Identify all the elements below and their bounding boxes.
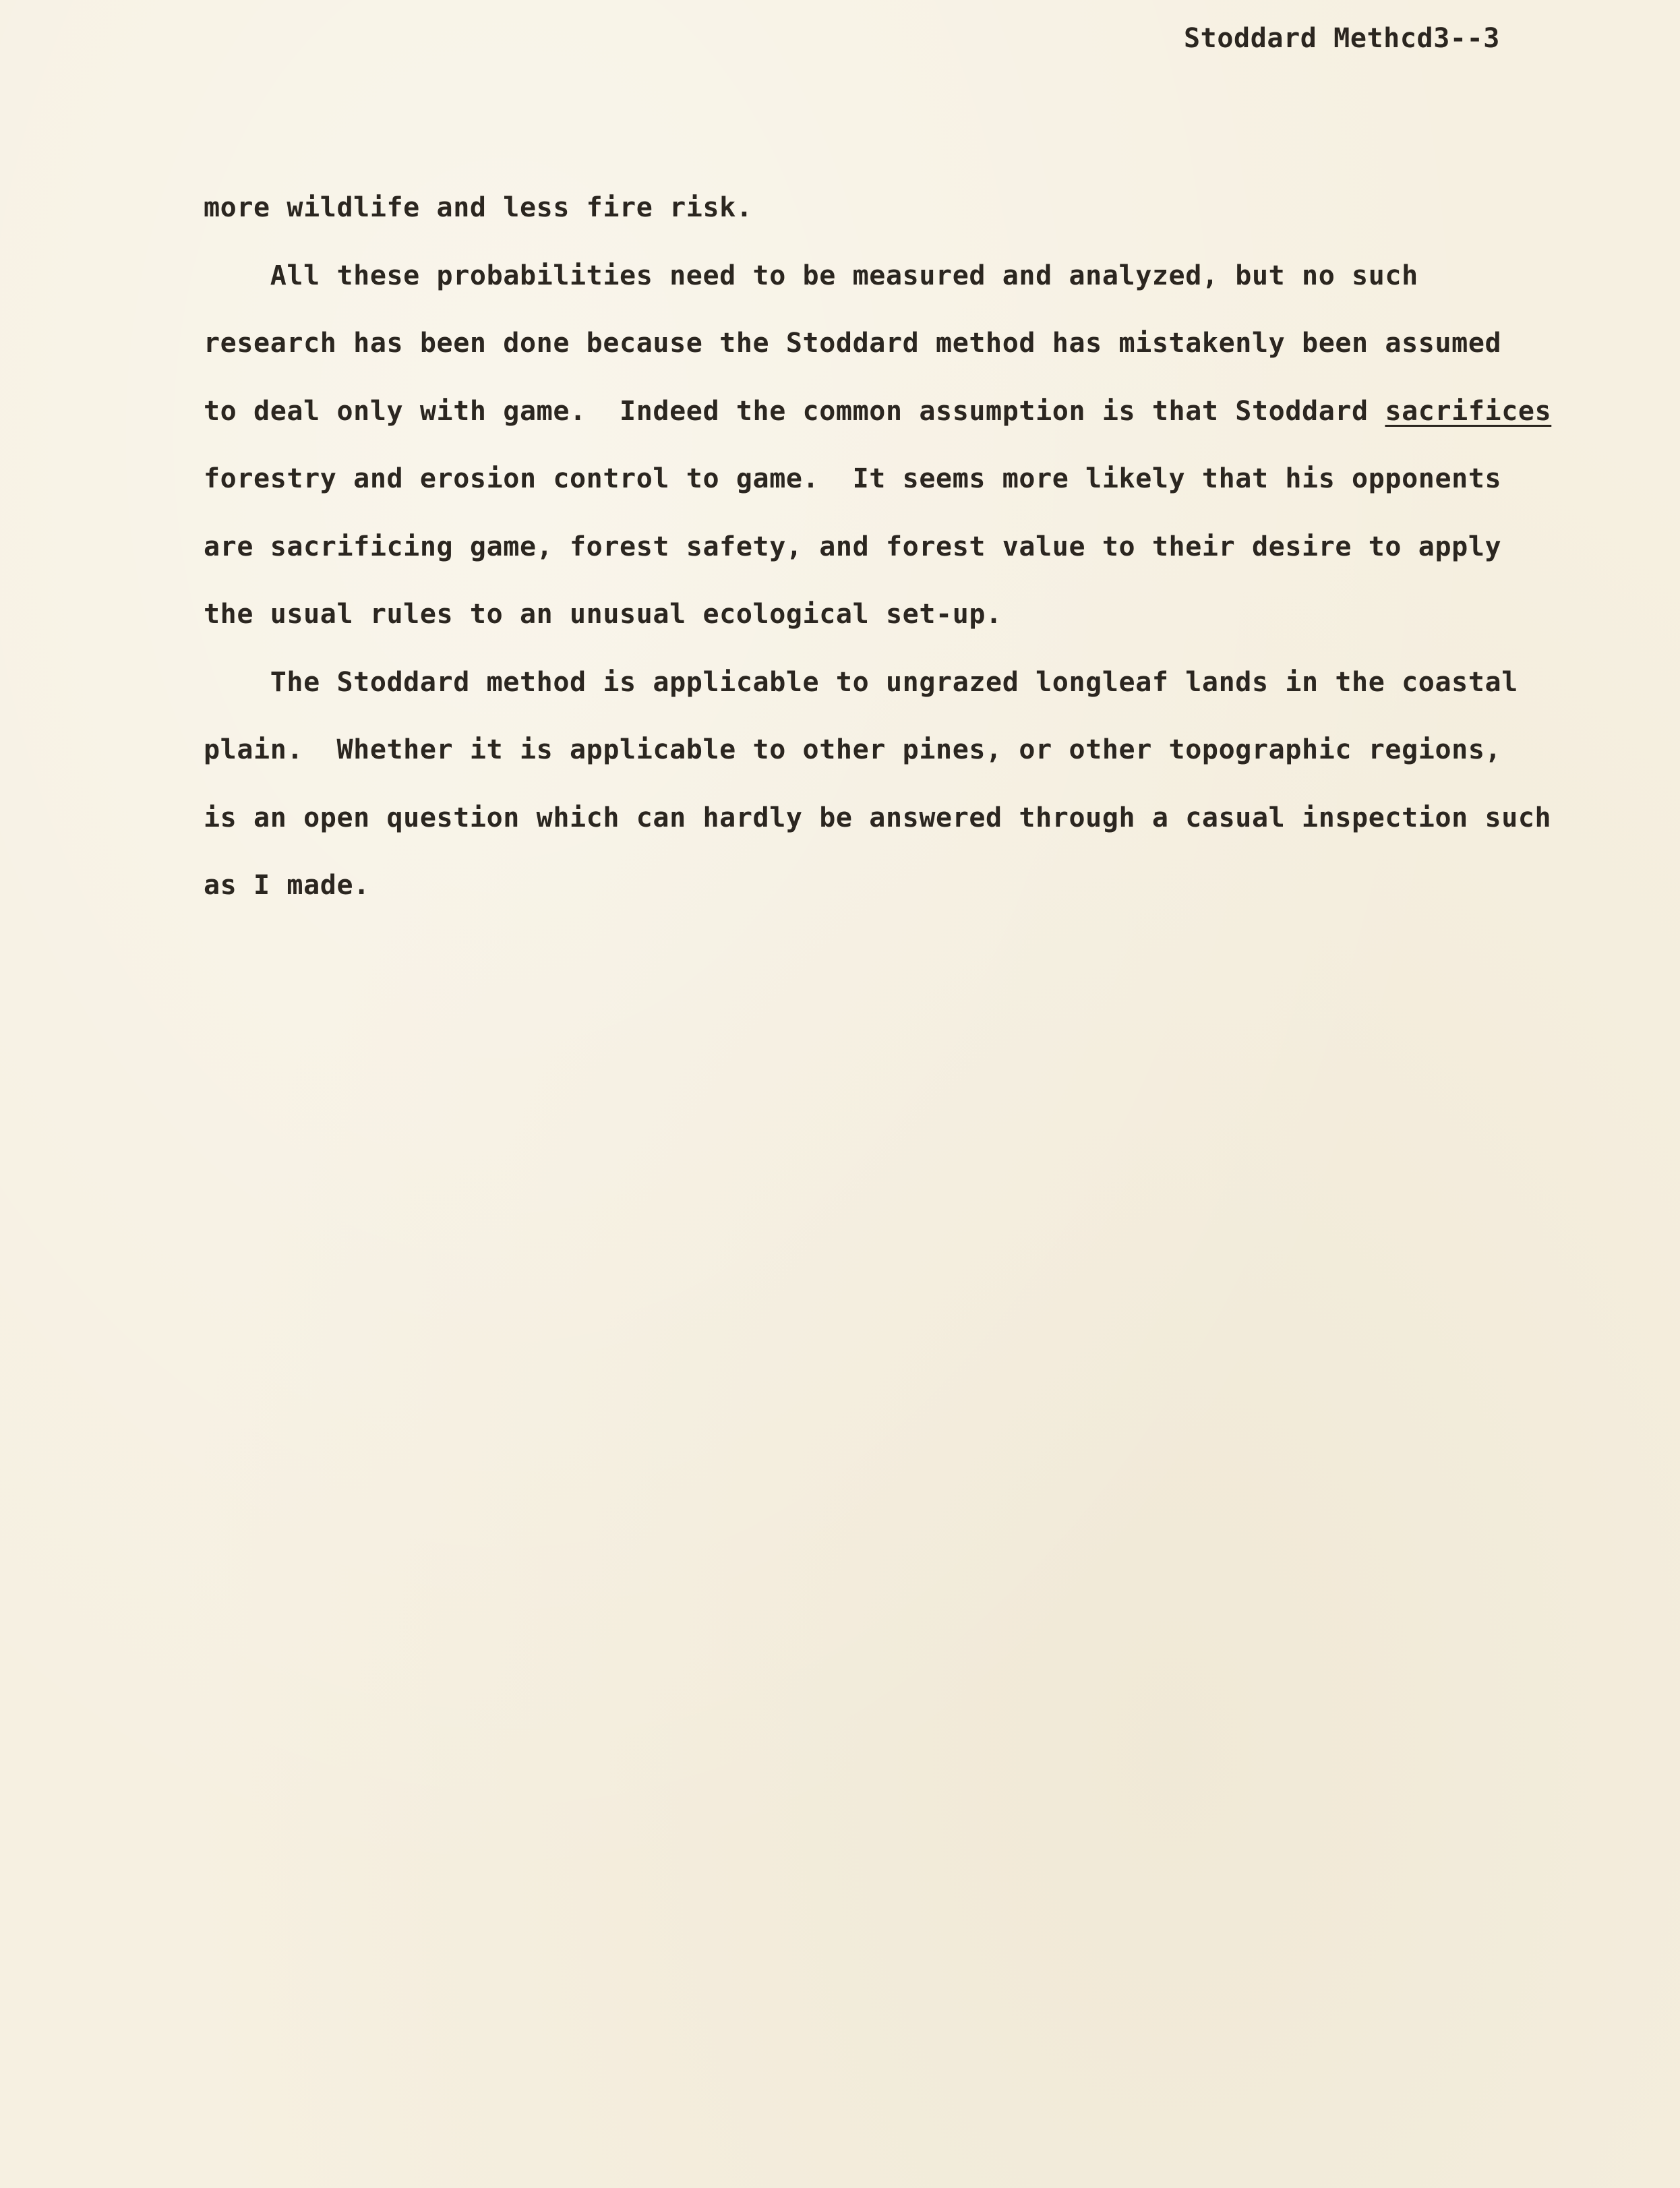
text-line: forestry and erosion control to game. It seems more likely that his opponents xyxy=(204,463,1502,494)
text-line: is an open question which can hardly be answered through a casual inspection such xyxy=(204,802,1552,833)
text-line: research has been done because the Stoddard method has mistakenly been assumed xyxy=(204,328,1502,359)
paragraph-start-line: All these probabilities need to be measured and analyzed, but no such xyxy=(204,260,1418,291)
document-body xyxy=(204,194,1592,940)
text-line: plain. Whether it is applicable to other pines, or other topographic regions, xyxy=(204,734,1502,765)
paragraph-start-line: The Stoddard method is applicable to ungrazed longleaf lands in the coastal xyxy=(204,666,1518,698)
text-line: are sacrificing game, forest safety, and forest value to their desire to apply xyxy=(204,531,1502,562)
text-line: as I made. xyxy=(204,870,370,901)
underlined-word: sacrifices xyxy=(1385,395,1552,427)
text-line: more wildlife and less fire risk. xyxy=(204,192,753,223)
text-line xyxy=(204,395,1592,466)
text-line: the usual rules to an unusual ecological set-up. xyxy=(204,599,1002,630)
text-fragment: to deal only with game. Indeed the common assumption is that Stoddard xyxy=(204,395,1385,427)
page-header: Stoddard Methcd3--3 xyxy=(1184,23,1500,54)
